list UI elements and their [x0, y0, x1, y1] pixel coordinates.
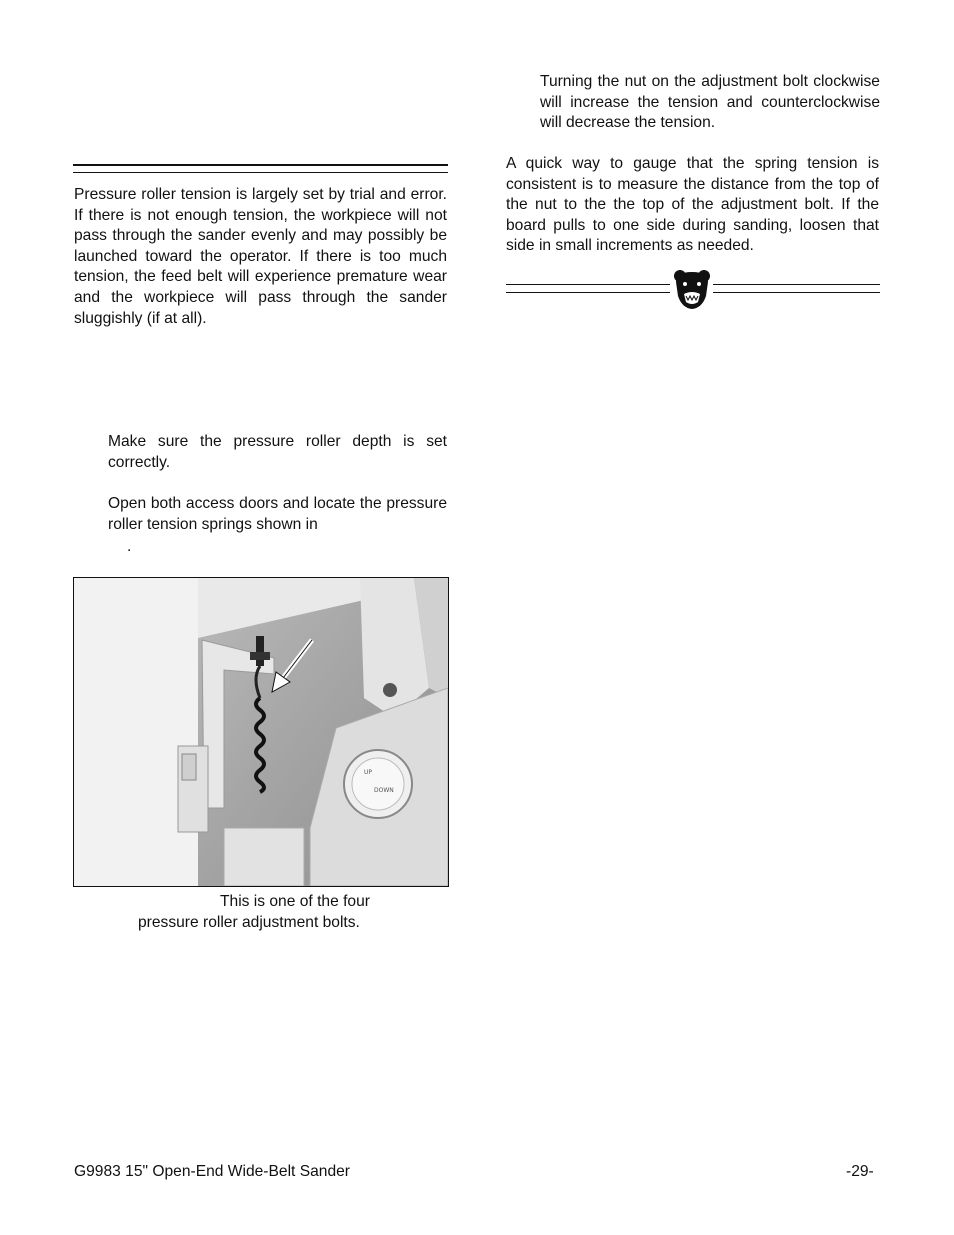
footer-page-number: -29- — [846, 1163, 874, 1180]
figure-caption-line-1: This is one of the four — [220, 893, 370, 910]
bear-logo-icon — [672, 268, 712, 310]
end-rule-right-b — [713, 292, 880, 293]
step-1: Make sure the pressure roller depth is set correctly. — [108, 433, 447, 471]
footer-model-title: G9983 15" Open-End Wide-Belt Sander — [74, 1163, 350, 1180]
end-rule-left-b — [506, 292, 670, 293]
adjustment-note: Turning the nut on the adjustment bolt clockwise will increase the tension and counterclockwise will decrease the tension. — [540, 73, 880, 132]
end-rule-right-a — [713, 284, 880, 285]
step-2: Open both access doors and locate the pressure roller tension springs shown in — [108, 495, 447, 533]
arrow-icon — [268, 636, 316, 694]
section-rule-top — [73, 164, 448, 166]
section-rule-bottom — [73, 172, 448, 173]
knob-label-up: UP — [364, 769, 373, 776]
intro-paragraph: Pressure roller tension is largely set by trial and error. If there is not enough tension, the workpiece will not pass through the sander evenly and may possibly be launched toward the operator. If there is too much tension, the feed belt will experience premature wear and the workpiece will pass through the sander sluggishly (if at all). — [74, 186, 447, 327]
figure-caption-line-2: pressure roller adjustment bolts. — [138, 914, 360, 931]
step-2-end: . — [127, 538, 132, 555]
tip-paragraph: A quick way to gauge that the spring tension is consistent is to measure the distance from the top of the nut to the the top of the adjustment bolt. If the board pulls to one side during sanding, loosen that side in small increments as needed. — [506, 155, 879, 255]
figure-photo — [73, 577, 449, 887]
end-rule-left-a — [506, 284, 670, 285]
photo-illustration — [74, 578, 448, 886]
knob-label-down: DOWN — [374, 787, 394, 794]
